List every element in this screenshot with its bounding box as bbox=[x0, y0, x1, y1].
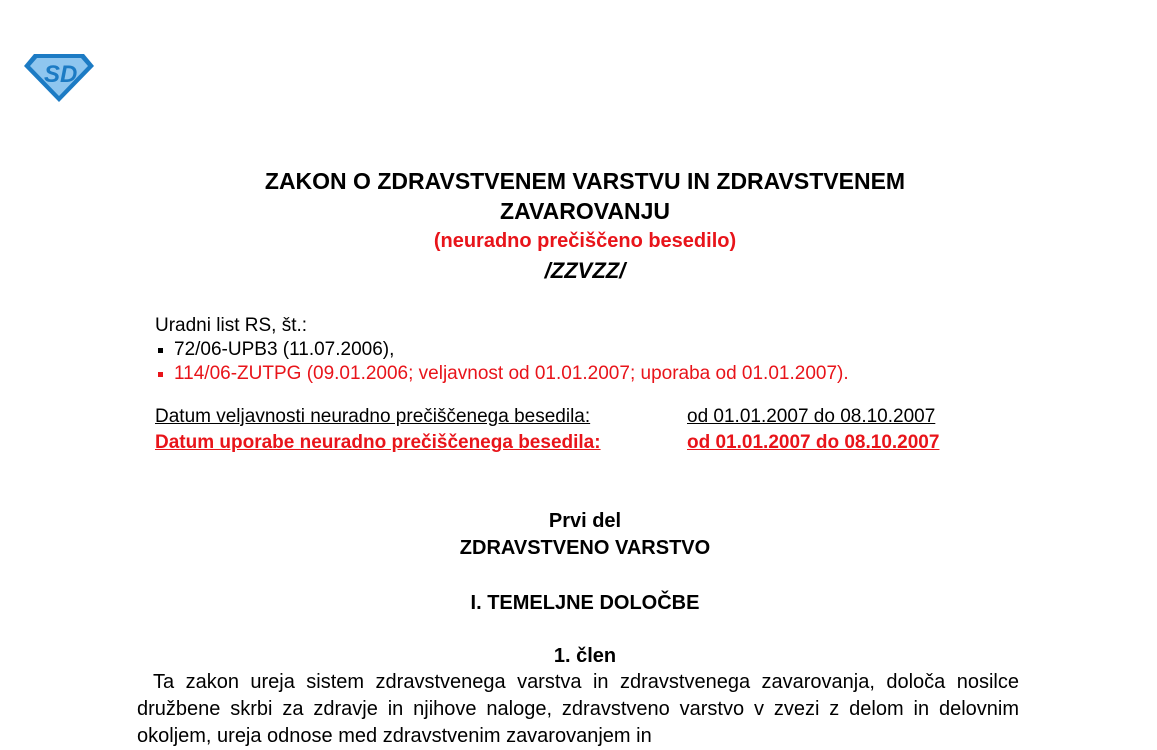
validity-value: od 01.01.2007 do 08.10.2007 bbox=[687, 406, 936, 427]
gazette-label: Uradni list RS, št.: bbox=[155, 315, 308, 336]
use-row bbox=[155, 430, 940, 456]
gazette-item-text: 72/06-UPB3 (11.07.2006), bbox=[174, 339, 395, 360]
chapter-heading: I. TEMELJNE DOLOČBE bbox=[470, 592, 700, 614]
bullet-icon bbox=[158, 372, 163, 377]
use-value: od 01.01.2007 do 08.10.2007 bbox=[687, 432, 940, 453]
sd-logo-icon bbox=[22, 48, 96, 104]
gazette-item bbox=[155, 338, 849, 362]
title-line-1: ZAKON O ZDRAVSTVENEM VARSTVU IN ZDRAVSTVENEM bbox=[264, 168, 906, 194]
bullet-icon bbox=[158, 348, 163, 353]
svg-text:S: S bbox=[44, 61, 61, 88]
part-number: Prvi del bbox=[548, 510, 622, 532]
part-name: ZDRAVSTVENO VARSTVO bbox=[459, 537, 711, 559]
gazette-item bbox=[155, 362, 849, 386]
validity-row bbox=[155, 404, 936, 430]
document-abbreviation: /ZZVZZ/ bbox=[544, 258, 626, 283]
validity-dates bbox=[155, 404, 940, 456]
document-title bbox=[0, 166, 1157, 226]
gazette-references bbox=[155, 314, 849, 386]
svg-text:D: D bbox=[60, 61, 78, 88]
article-heading: 1. člen bbox=[553, 645, 617, 667]
gazette-item-text: 114/06-ZUTPG (09.01.2006; veljavnost od 01.01.2007; uporaba od 01.01.2007). bbox=[174, 363, 849, 384]
validity-label: Datum veljavnosti neuradno prečiščenega besedila: bbox=[155, 406, 591, 427]
title-line-2: ZAVAROVANJU bbox=[500, 198, 670, 224]
article-text: Ta zakon ureja sistem zdravstvenega varstva in zdravstvenega zavarovanja, določa nosilce družbene skrbi za zdravje in njihove naloge, zdravstveno varstvo v zvezi z delom in delovnim okoljem, ureja odnose med zdravstvenim zavarovanjem in bbox=[137, 671, 1019, 747]
document-subtitle: (neuradno prečiščeno besedilo) bbox=[433, 230, 737, 252]
use-label: Datum uporabe neuradno prečiščenega besedila: bbox=[155, 432, 601, 453]
